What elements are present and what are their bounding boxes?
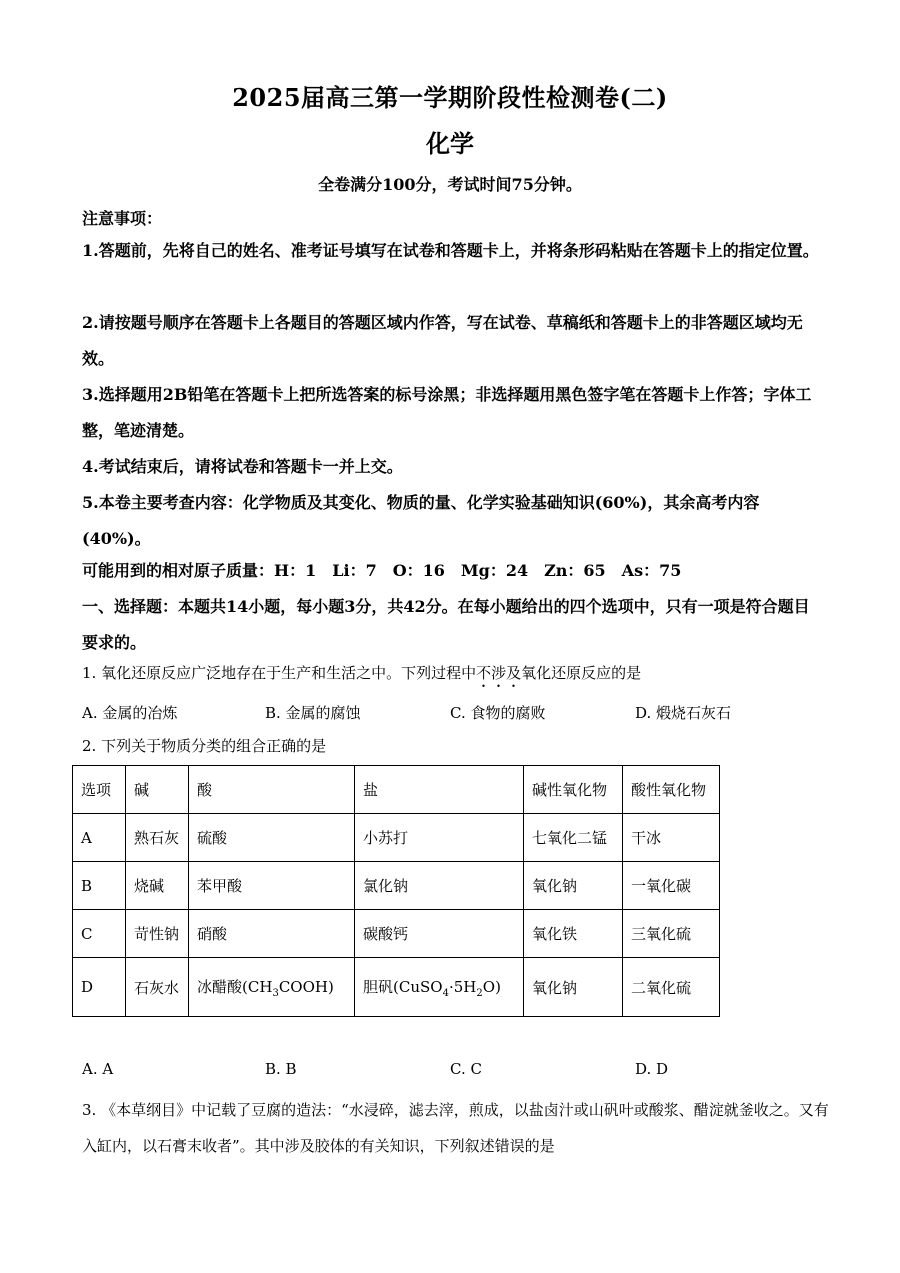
- note-item-5: 5.本卷主要考查内容：化学物质及其变化、物质的量、化学实验基础知识(60%)，其余高考内容(40%)。: [82, 493, 760, 548]
- table-cell: 苛性钠: [126, 910, 189, 958]
- table-cell: 氧化钠: [524, 862, 623, 910]
- question-2-options: [82, 1060, 842, 1084]
- question-1-option-c: C. 食物的腐败: [450, 704, 546, 722]
- exam-meta: 全卷满分100分，考试时间75分钟。: [318, 175, 582, 194]
- question-1-option-b: B. 金属的腐蚀: [265, 704, 361, 722]
- formula-part: CH: [247, 977, 273, 996]
- table-header-cell: 碱: [126, 766, 189, 814]
- table-header-cell: 酸: [189, 766, 355, 814]
- table-cell-formula: 冰醋酸$(CH_3COOH)$: [189, 958, 355, 1017]
- table-cell: 硝酸: [189, 910, 355, 958]
- note-item-3: 3.选择题用2B铅笔在答题卡上把所选答案的标号涂黑；非选择题用黑色签字笔在答题卡上作答；字体工整，笔迹清楚。: [82, 385, 812, 440]
- question-2-option-a: A. A: [82, 1060, 114, 1078]
- table-header-cell: 盐: [355, 766, 524, 814]
- atomic-mass-line: 可能用到的相对原子质量：H：1 Li：7 O：16 Mg：24 Zn：65 As：75: [82, 561, 682, 580]
- table-cell: 三氧化硫: [623, 910, 720, 958]
- formula-part: CuSO: [398, 977, 443, 996]
- question-2-option-b: B. B: [265, 1060, 297, 1078]
- table-cell: 烧碱: [126, 862, 189, 910]
- table-cell: 七氧化二锰: [524, 814, 623, 862]
- note-item-2: 2.请按题号顺序在答题卡上各题目的答题区域内作答，写在试卷、草稿纸和答题卡上的非答题区域均无效。: [82, 313, 803, 368]
- table-header-cell: 酸性氧化物: [623, 766, 720, 814]
- table-row: [73, 862, 720, 910]
- question-2-option-c: C. C: [450, 1060, 482, 1078]
- formula-part: O: [482, 977, 496, 996]
- note-item-1: 1.答题前，先将自己的姓名、准考证号填写在试卷和答题卡上，并将条形码粘贴在答题卡上的指定位置。: [82, 241, 819, 260]
- exam-title: 2025届高三第一学期阶段性检测卷(二): [232, 83, 668, 112]
- table-cell: 氧化钠: [524, 958, 623, 1017]
- question-2-stem: 2. 下列关于物质分类的组合正确的是: [82, 737, 327, 755]
- table-cell: 石灰水: [126, 958, 189, 1017]
- classification-table: [72, 765, 720, 1017]
- note-item-4: 4.考试结束后，请将试卷和答题卡一并上交。: [82, 457, 403, 476]
- table-cell: 熟石灰: [126, 814, 189, 862]
- formula-part: COOH: [278, 977, 328, 996]
- table-cell: 硫酸: [189, 814, 355, 862]
- table-cell: A: [73, 814, 126, 862]
- table-cell: 二氧化硫: [623, 958, 720, 1017]
- table-cell: 一氧化碳: [623, 862, 720, 910]
- question-2-option-d: D. D: [635, 1060, 669, 1078]
- table-row: [73, 910, 720, 958]
- formula-subscript: 2: [476, 987, 483, 999]
- notes-heading: 注意事项：: [82, 209, 163, 228]
- formula-subscript: 3: [272, 987, 279, 999]
- question-3-stem: 3. 《本草纲目》中记载了豆腐的造法：“水浸碎，滤去滓，煎成，以盐卤汁或山矾叶或酸浆、醋淀就釜收之。又有入缸内，以石膏末收者”。其中涉及胶体的有关知识，下列叙述错误的是: [82, 1101, 829, 1155]
- formula-subscript: 4: [442, 987, 449, 999]
- acid-name: 冰醋酸: [197, 977, 243, 996]
- question-1-stem: [82, 658, 832, 691]
- question-1-option-a: A. 金属的冶炼: [82, 704, 178, 722]
- formula-part: ·5H: [448, 977, 477, 996]
- question-1-stem-pre: 1. 氧化还原反应广泛地存在于生产和生活之中。下列过程中: [82, 664, 477, 682]
- table-cell: 干冰: [623, 814, 720, 862]
- table-header-cell: 选项: [73, 766, 126, 814]
- question-1-stem-emphasis: 不涉及: [476, 664, 522, 682]
- table-cell: 氯化钠: [355, 862, 524, 910]
- table-cell: 小苏打: [355, 814, 524, 862]
- exam-subject: 化学: [426, 129, 474, 158]
- question-1-stem-post: 氧化还原反应的是: [521, 664, 642, 682]
- question-1-options: [82, 702, 842, 726]
- table-cell: D: [73, 958, 126, 1017]
- table-cell: B: [73, 862, 126, 910]
- salt-name: 胆矾: [363, 977, 394, 996]
- table-header-row: [73, 766, 720, 814]
- table-row: [73, 814, 720, 862]
- table-row: [73, 958, 720, 1017]
- table-cell: 氧化铁: [524, 910, 623, 958]
- table-cell: 碳酸钙: [355, 910, 524, 958]
- table-cell: 苯甲酸: [189, 862, 355, 910]
- section-heading: 一、选择题：本题共14小题，每小题3分，共42分。在每小题给出的四个选项中，只有一项是符合题目要求的。: [82, 597, 810, 652]
- table-header-cell: 碱性氧化物: [524, 766, 623, 814]
- table-cell: C: [73, 910, 126, 958]
- question-1-option-d: D. 煅烧石灰石: [635, 704, 732, 722]
- table-cell-formula: 胆矾$(CuSO_4\cdot 5H_2O)$: [355, 958, 524, 1017]
